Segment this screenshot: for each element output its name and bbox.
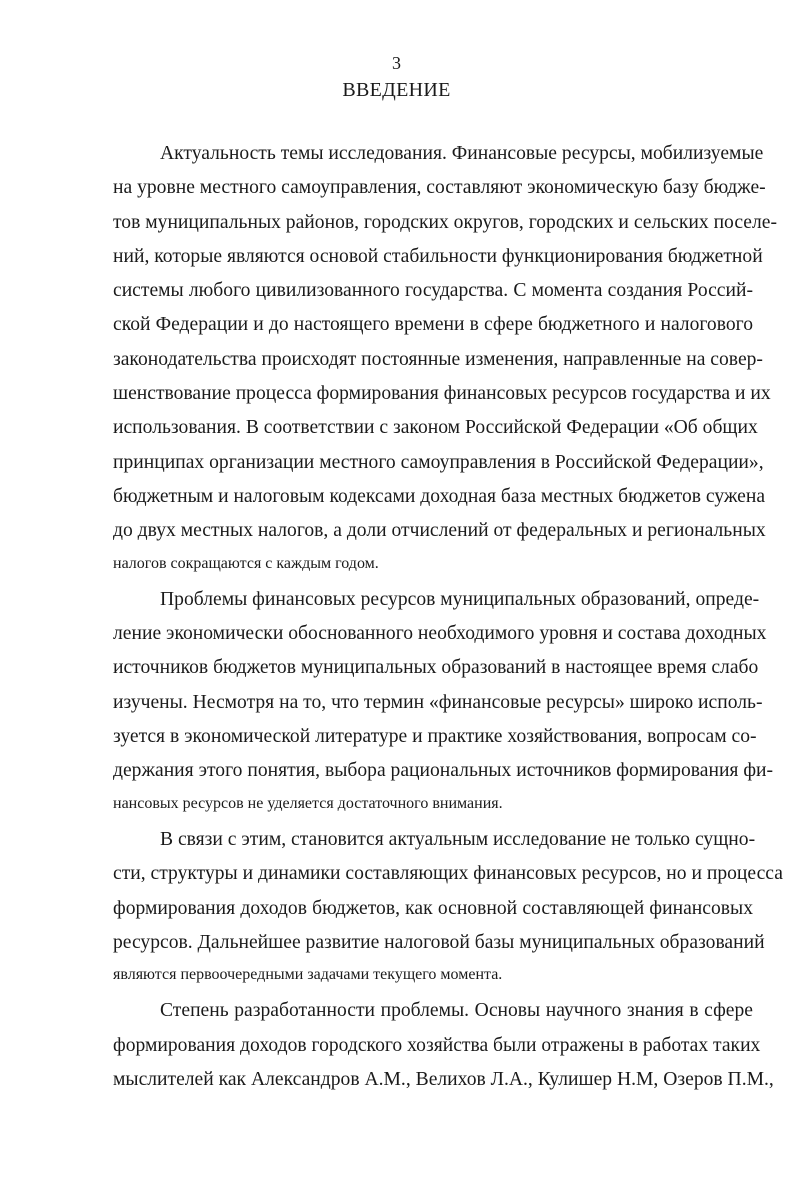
text-line: изучены. Несмотря на то, что термин «финансовые ресурсы» широко исполь- (113, 691, 763, 713)
text-line: до двух местных налогов, а доли отчислений от федеральных и региональных (113, 520, 766, 542)
text-line: зуется в экономической литературе и практике хозяйствования, вопросам со- (113, 726, 757, 748)
text-line: ской Федерации и до настоящего времени в сфере бюджетного и налогового (113, 314, 753, 336)
text-line: ление экономически обоснованного необходимого уровня и состава доходных (113, 623, 767, 645)
text-line: использования. В соответствии с законом Российской Федерации «Об общих (113, 417, 758, 439)
page-number: 3 (392, 53, 401, 73)
paragraph-3 (113, 828, 783, 1000)
text-line: мыслителей как Александров А.М., Велихов Л.А., Кулишер Н.М, Озеров П.М., (113, 1069, 774, 1091)
text-line: на уровне местного самоуправления, составляют экономическую базу бюдже- (113, 177, 766, 199)
text-line: налогов сокращаются с каждым годом. (113, 554, 379, 572)
text-line: В связи с этим, становится актуальным исследование не только сущно- (160, 828, 756, 850)
text-line: тов муниципальных районов, городских округов, городских и сельских поселе- (113, 211, 777, 233)
paragraph-1 (113, 143, 777, 589)
text-line: нансовых ресурсов не уделяется достаточного внимания. (113, 794, 503, 812)
paragraph-2 (113, 588, 774, 829)
text-line: законодательства происходят постоянные изменения, направленные на совер- (113, 348, 763, 370)
text-line: шенствование процесса формирования финансовых ресурсов государства и их (113, 383, 771, 405)
section-heading: ВВЕДЕНИЕ (342, 79, 451, 101)
text-line: системы любого цивилизованного государства. С момента создания Россий- (113, 280, 753, 302)
text-line: Степень разработанности проблемы. Основы научного знания в сфере (160, 1000, 753, 1022)
text-line: ресурсов. Дальнейшее развитие налоговой базы муниципальных образований (113, 931, 765, 953)
text-line: формирования доходов бюджетов, как основной составляющей финансовых (113, 897, 753, 919)
text-line: бюджетным и налоговым кодексами доходная база местных бюджетов сужена (113, 485, 766, 507)
body-text (113, 143, 783, 1103)
text-line: ний, которые являются основой стабильности функционирования бюджетной (113, 245, 763, 267)
text-line: держания этого понятия, выбора рациональных источников формирования фи- (113, 760, 774, 782)
text-line: источников бюджетов муниципальных образований в настоящее время слабо (113, 657, 759, 679)
text-line: сти, структуры и динамики составляющих финансовых ресурсов, но и процесса (113, 863, 783, 885)
paragraph-4 (113, 1000, 774, 1103)
text-line: Актуальность темы исследования. Финансовые ресурсы, мобилизуемые (160, 143, 764, 164)
text-line: Проблемы финансовых ресурсов муниципальных образований, опреде- (160, 588, 760, 610)
text-line: являются первоочередными задачами текущего момента. (113, 966, 503, 984)
text-line: формирования доходов городского хозяйства были отражены в работах таких (113, 1034, 761, 1056)
text-line: принципах организации местного самоуправления в Российской Федерации», (113, 451, 764, 473)
